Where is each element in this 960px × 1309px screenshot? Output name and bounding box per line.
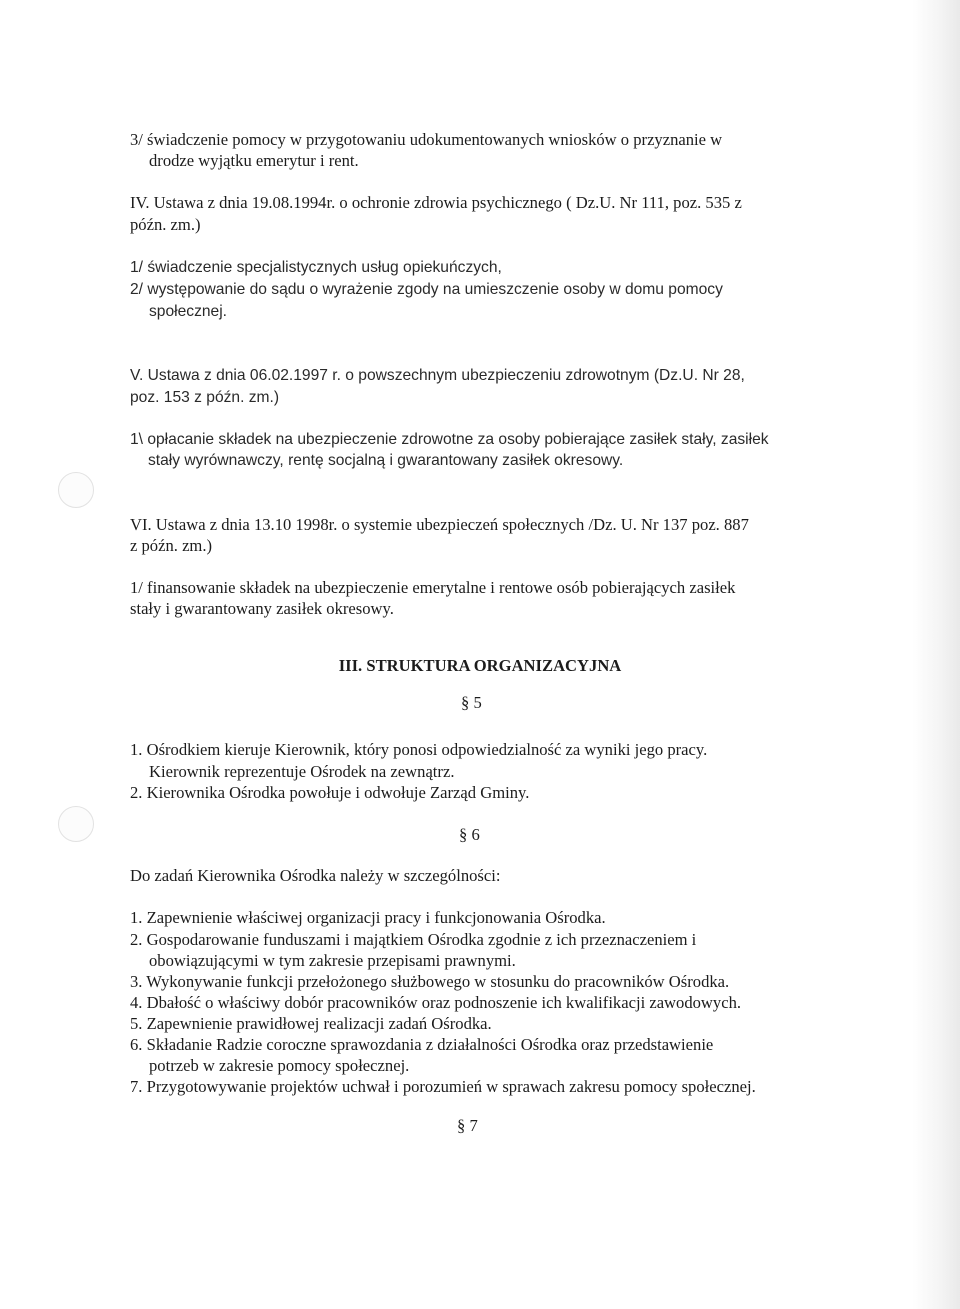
text-line: 1. Ośrodkiem kieruje Kierownik, który ponosi odpowiedzialność za wyniki jego pracy. [130,740,708,759]
text-line: IV. Ustawa z dnia 19.08.1994r. o ochronie zdrowia psychicznego ( Dz.U. Nr 111, poz. 535 z [130,193,742,212]
text-line: VI. Ustawa z dnia 13.10 1998r. o systemie ubezpieczeń społecznych /Dz. U. Nr 137 poz. 887 [130,515,749,534]
list-item: 7. Przygotowywanie projektów uchwał i porozumień w sprawach zakresu pomocy społecznej. [130,1077,756,1096]
list-item: 3. Wykonywanie funkcji przełożonego służbowego w stosunku do pracowników Ośrodka. [130,972,730,991]
text-line: społecznej. [149,303,228,320]
text-line: 2/ występowanie do sądu o wyrażenie zgody na umieszczenie osoby w domu pomocy [130,281,723,298]
list-item: 4. Dbałość o właściwy dobór pracowników oraz podnoszenie ich kwalifikacji zawodowych. [130,993,742,1012]
text-line: 1/ finansowanie składek na ubezpieczenie emerytalne i rentowe osób pobierających zasiłek [130,578,736,597]
text-line: poz. 153 z późn. zm.) [130,389,280,406]
text-line: drodze wyjątku emerytur i rent. [149,151,359,170]
text-line: 1/ świadczenie specjalistycznych usług opiekuńczych, [130,259,502,276]
text-line: 1\ opłacanie składek na ubezpieczenie zdrowotne za osoby pobierające zasiłek stały, zasiłek [130,431,769,448]
text-line: Kierownik reprezentuje Ośrodek na zewnątrz. [149,762,455,781]
text-line: Do zadań Kierownika Ośrodka należy w szczególności: [130,866,501,885]
text-line: V. Ustawa z dnia 06.02.1997 r. o powszechnym ubezpieczeniu zdrowotnym (Dz.U. Nr 28, [130,367,745,384]
list-item-continuation: obowiązującymi w tym zakresie przepisami prawnymi. [149,951,516,970]
list-item: 5. Zapewnienie prawidłowej realizacji zadań Ośrodka. [130,1014,492,1033]
list-item: 2. Gospodarowanie funduszami i majątkiem Ośrodka zgodnie z ich przeznaczeniem i [130,930,697,949]
text-line: późn. zm.) [130,215,201,234]
paragraph-number: § 6 [459,825,480,844]
list-item: 1. Zapewnienie właściwej organizacji pracy i funkcjonowania Ośrodka. [130,908,606,927]
paragraph-number: § 5 [461,693,482,712]
text-line: z późn. zm.) [130,536,213,555]
list-item-continuation: potrzeb w zakresie pomocy społecznej. [149,1056,410,1075]
text-line: stały wyrównawczy, rentę socjalną i gwarantowany zasiłek okresowy. [148,452,624,469]
text-line: 2. Kierownika Ośrodka powołuje i odwołuje Zarząd Gminy. [130,783,530,802]
paragraph-number: § 7 [457,1116,478,1135]
section-heading: III. STRUKTURA ORGANIZACYJNA [338,656,622,675]
list-item: 6. Składanie Radzie coroczne sprawozdania z działalności Ośrodka oraz przedstawienie [130,1035,714,1054]
text-line: stały i gwarantowany zasiłek okresowy. [130,599,394,618]
text-line: 3/ świadczenie pomocy w przygotowaniu udokumentowanych wniosków o przyznanie w [130,130,723,149]
